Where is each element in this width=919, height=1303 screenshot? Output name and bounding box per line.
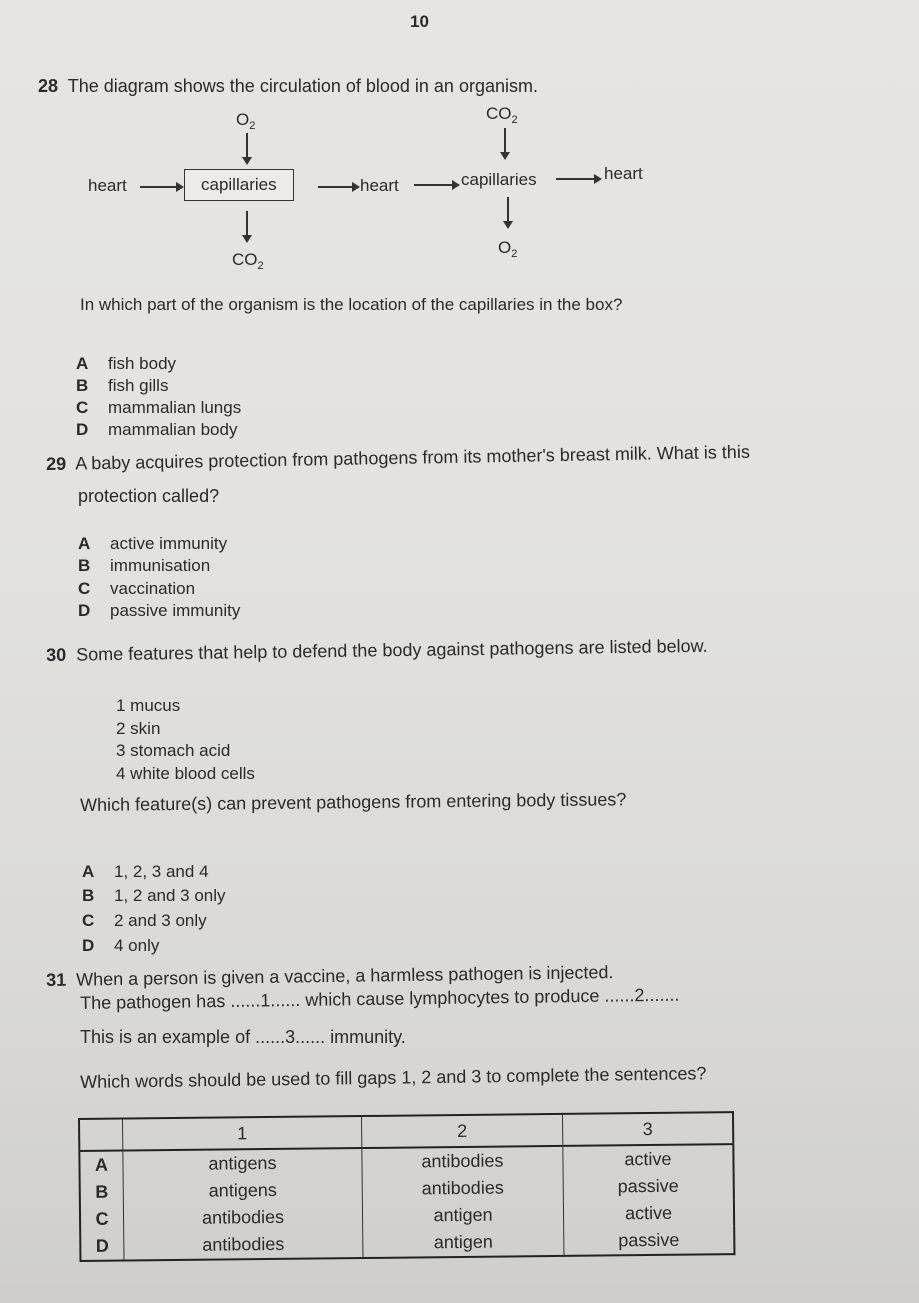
table-cell: antigens [123,1176,362,1206]
question-number: 29 [46,453,67,474]
arrow-down-icon [246,211,248,237]
q28-option-c[interactable]: C mammalian lungs [76,398,242,417]
capillaries-box: capillaries [184,169,294,201]
arrow-down-icon [507,197,509,223]
table-row[interactable] [80,1226,734,1261]
q30-option-a[interactable]: A 1, 2, 3 and 4 [82,862,209,881]
table-header: 1 [123,1116,362,1151]
table-cell: passive [617,1175,679,1197]
table-cell: antibodies [124,1230,363,1261]
table-cell: active [624,1202,673,1224]
q28-option-b[interactable]: B fish gills [76,376,169,395]
q29-option-c[interactable]: C vaccination [78,579,196,598]
table-header-empty [79,1119,123,1151]
arrow-right-icon [318,186,354,188]
feature-item: 3 stomach acid [116,741,231,760]
row-letter: A [79,1151,123,1179]
row-letter: B [80,1179,124,1206]
diagram-co2-top-right: $CO_2$ [486,104,518,126]
q29-option-b[interactable]: B immunisation [78,556,211,575]
table-cell: active [624,1148,672,1170]
question-text: When a person is given a vaccine, a harmless pathogen is injected. [76,962,614,990]
q28-option-a[interactable]: A fish body [76,354,177,373]
question-29-stem [46,442,750,475]
arrow-down-icon [504,128,506,154]
row-letter: C [80,1206,124,1233]
table-header: 2 [361,1114,562,1148]
q30-option-c[interactable]: C 2 and 3 only [82,911,207,930]
arrow-right-icon [556,178,596,180]
table-cell: antibodies [123,1203,362,1233]
question-30-prompt: Which feature(s) can prevent pathogens from entering body tissues? [80,789,627,815]
diagram-o2-top-left: $O_2$ [236,110,256,132]
diagram-capillaries-right: capillaries [461,170,537,189]
question-31-prompt: Which words should be used to fill gaps 1, 2 and 3 to complete the sentences? [80,1063,707,1092]
q30-option-d[interactable]: D 4 only [82,936,160,955]
answer-table [78,1111,735,1262]
table-cell: passive [618,1229,680,1251]
feature-item: 1 mucus [116,696,181,715]
q30-option-b[interactable]: B 1, 2 and 3 only [82,886,226,905]
question-text: A baby acquires protection from pathogens from its mother's breast milk. What is this [75,441,751,474]
diagram-heart-middle: heart [360,176,399,195]
table-cell: antibodies [362,1146,563,1176]
q29-option-d[interactable]: D passive immunity [78,601,241,620]
question-number: 31 [46,969,67,990]
page-number: 10 [410,12,429,31]
table-cell: antigens [123,1148,362,1179]
question-31-line2: The pathogen has ......1...... which cause lymphocytes to produce ......2....... [80,984,680,1013]
table-cell: antigen [363,1228,564,1258]
feature-item: 2 skin [116,719,161,738]
question-29-stem-line2: protection called? [78,486,220,506]
arrow-right-icon [140,186,178,188]
table-cell: antigen [362,1201,563,1230]
table-cell: antibodies [362,1174,563,1203]
question-31-line3: This is an example of ......3...... immunity. [80,1027,406,1047]
question-text: The diagram shows the circulation of blood in an organism. [67,76,538,96]
question-number: 28 [38,76,59,96]
diagram-o2-bottom-right: $O_2$ [498,238,518,260]
question-text: Some features that help to defend the body against pathogens are listed below. [76,635,708,665]
table-header: 3 [562,1112,733,1146]
arrow-right-icon [414,184,454,186]
q29-option-a[interactable]: A active immunity [78,534,228,553]
diagram-heart-right: heart [604,164,643,183]
question-number: 30 [46,644,67,665]
question-30-stem [46,636,708,666]
feature-item: 4 white blood cells [116,764,255,783]
diagram-heart-left: heart [88,176,127,195]
diagram-co2-bottom-left: $CO_2$ [232,250,264,272]
row-letter: D [80,1233,124,1261]
question-28-stem [38,76,538,97]
arrow-down-icon [246,133,248,159]
q28-option-d[interactable]: D mammalian body [76,420,238,439]
question-28-prompt: In which part of the organism is the location of the capillaries in the box? [80,295,623,314]
